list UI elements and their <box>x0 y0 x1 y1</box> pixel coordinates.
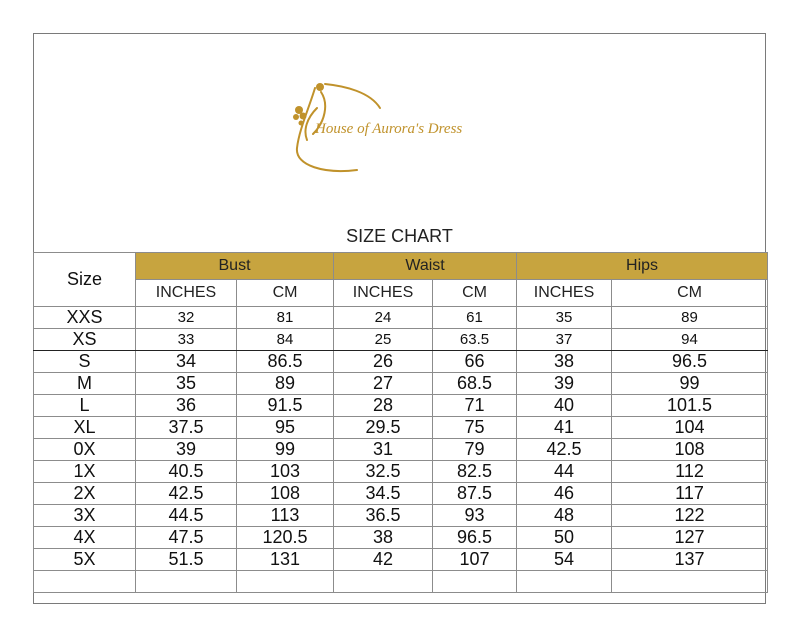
measurement-cell: 101.5 <box>612 395 768 417</box>
measurement-cell: 95 <box>237 417 334 439</box>
measurement-cell: 31 <box>334 439 433 461</box>
table-row <box>34 329 768 351</box>
measurement-cell: 42.5 <box>136 483 237 505</box>
measurement-cell: 66 <box>433 351 517 373</box>
empty-cell <box>612 571 768 593</box>
table-row <box>34 439 768 461</box>
brand-logo <box>285 78 515 178</box>
table-row <box>34 307 768 329</box>
measurement-cell: 89 <box>612 307 768 329</box>
measurement-cell: 33 <box>136 329 237 351</box>
empty-cell <box>334 571 433 593</box>
bride-silhouette-icon <box>285 78 515 178</box>
table-row <box>34 417 768 439</box>
measurement-cell: 122 <box>612 505 768 527</box>
measurement-cell: 39 <box>136 439 237 461</box>
chart-title: SIZE CHART <box>346 226 453 246</box>
unit-header: CM <box>237 280 334 307</box>
measurement-cell: 112 <box>612 461 768 483</box>
measurement-cell: 32 <box>136 307 237 329</box>
measurement-cell: 71 <box>433 395 517 417</box>
logo-text: House of Aurora's Dress <box>315 121 463 137</box>
unit-header: INCHES <box>517 280 612 307</box>
size-cell: M <box>34 373 136 395</box>
hips-header: Hips <box>517 253 768 280</box>
measurement-cell: 40.5 <box>136 461 237 483</box>
measurement-cell: 120.5 <box>237 527 334 549</box>
measurement-cell: 63.5 <box>433 329 517 351</box>
size-cell: XL <box>34 417 136 439</box>
size-cell: XXS <box>34 307 136 329</box>
size-cell: L <box>34 395 136 417</box>
size-table <box>33 252 768 593</box>
size-cell: 4X <box>34 527 136 549</box>
size-cell: 0X <box>34 439 136 461</box>
measurement-cell: 87.5 <box>433 483 517 505</box>
table-row <box>34 351 768 373</box>
table-row <box>34 549 768 571</box>
measurement-cell: 84 <box>237 329 334 351</box>
measurement-cell: 38 <box>334 527 433 549</box>
measurement-cell: 117 <box>612 483 768 505</box>
measurement-cell: 107 <box>433 549 517 571</box>
size-cell: 1X <box>34 461 136 483</box>
measurement-cell: 50 <box>517 527 612 549</box>
measurement-cell: 25 <box>334 329 433 351</box>
measurement-cell: 34 <box>136 351 237 373</box>
measurement-cell: 86.5 <box>237 351 334 373</box>
measurement-cell: 32.5 <box>334 461 433 483</box>
table-row <box>34 373 768 395</box>
measurement-cell: 35 <box>136 373 237 395</box>
measurement-cell: 36.5 <box>334 505 433 527</box>
measurement-cell: 27 <box>334 373 433 395</box>
measurement-cell: 68.5 <box>433 373 517 395</box>
measurement-cell: 96.5 <box>612 351 768 373</box>
measurement-cell: 94 <box>612 329 768 351</box>
measurement-cell: 113 <box>237 505 334 527</box>
empty-cell <box>433 571 517 593</box>
measurement-cell: 81 <box>237 307 334 329</box>
measurement-cell: 127 <box>612 527 768 549</box>
measurement-cell: 104 <box>612 417 768 439</box>
measurement-cell: 28 <box>334 395 433 417</box>
table-row <box>34 483 768 505</box>
measurement-cell: 26 <box>334 351 433 373</box>
empty-cell <box>136 571 237 593</box>
table-row <box>34 395 768 417</box>
unit-header: INCHES <box>334 280 433 307</box>
empty-row <box>34 571 768 593</box>
measurement-cell: 36 <box>136 395 237 417</box>
measurement-cell: 41 <box>517 417 612 439</box>
measurement-cell: 37 <box>517 329 612 351</box>
measurement-cell: 44 <box>517 461 612 483</box>
measurement-cell: 40 <box>517 395 612 417</box>
table-row <box>34 461 768 483</box>
table-row <box>34 505 768 527</box>
size-cell: 3X <box>34 505 136 527</box>
measurement-cell: 103 <box>237 461 334 483</box>
bust-header: Bust <box>136 253 334 280</box>
measurement-cell: 29.5 <box>334 417 433 439</box>
measurement-cell: 24 <box>334 307 433 329</box>
measurement-cell: 93 <box>433 505 517 527</box>
measurement-cell: 42.5 <box>517 439 612 461</box>
measurement-cell: 35 <box>517 307 612 329</box>
measurement-cell: 99 <box>237 439 334 461</box>
size-cell: 2X <box>34 483 136 505</box>
measurement-cell: 75 <box>433 417 517 439</box>
measurement-cell: 48 <box>517 505 612 527</box>
measurement-cell: 54 <box>517 549 612 571</box>
table-row <box>34 527 768 549</box>
size-column-header: Size <box>34 253 136 307</box>
measurement-cell: 108 <box>237 483 334 505</box>
size-cell: XS <box>34 329 136 351</box>
measurement-cell: 42 <box>334 549 433 571</box>
measurement-cell: 108 <box>612 439 768 461</box>
measurement-cell: 96.5 <box>433 527 517 549</box>
unit-header: INCHES <box>136 280 237 307</box>
unit-header: CM <box>433 280 517 307</box>
measurement-cell: 61 <box>433 307 517 329</box>
measurement-cell: 89 <box>237 373 334 395</box>
size-cell: S <box>34 351 136 373</box>
empty-cell <box>237 571 334 593</box>
measurement-cell: 51.5 <box>136 549 237 571</box>
unit-header: CM <box>612 280 768 307</box>
measurement-cell: 39 <box>517 373 612 395</box>
waist-header: Waist <box>334 253 517 280</box>
measurement-cell: 44.5 <box>136 505 237 527</box>
size-cell: 5X <box>34 549 136 571</box>
measurement-cell: 46 <box>517 483 612 505</box>
measurement-cell: 91.5 <box>237 395 334 417</box>
measurement-cell: 79 <box>433 439 517 461</box>
measurement-cell: 137 <box>612 549 768 571</box>
empty-cell <box>34 571 136 593</box>
empty-cell <box>517 571 612 593</box>
measurement-cell: 47.5 <box>136 527 237 549</box>
measurement-cell: 34.5 <box>334 483 433 505</box>
measurement-cell: 99 <box>612 373 768 395</box>
measurement-cell: 82.5 <box>433 461 517 483</box>
measurement-cell: 131 <box>237 549 334 571</box>
measurement-cell: 37.5 <box>136 417 237 439</box>
measurement-cell: 38 <box>517 351 612 373</box>
